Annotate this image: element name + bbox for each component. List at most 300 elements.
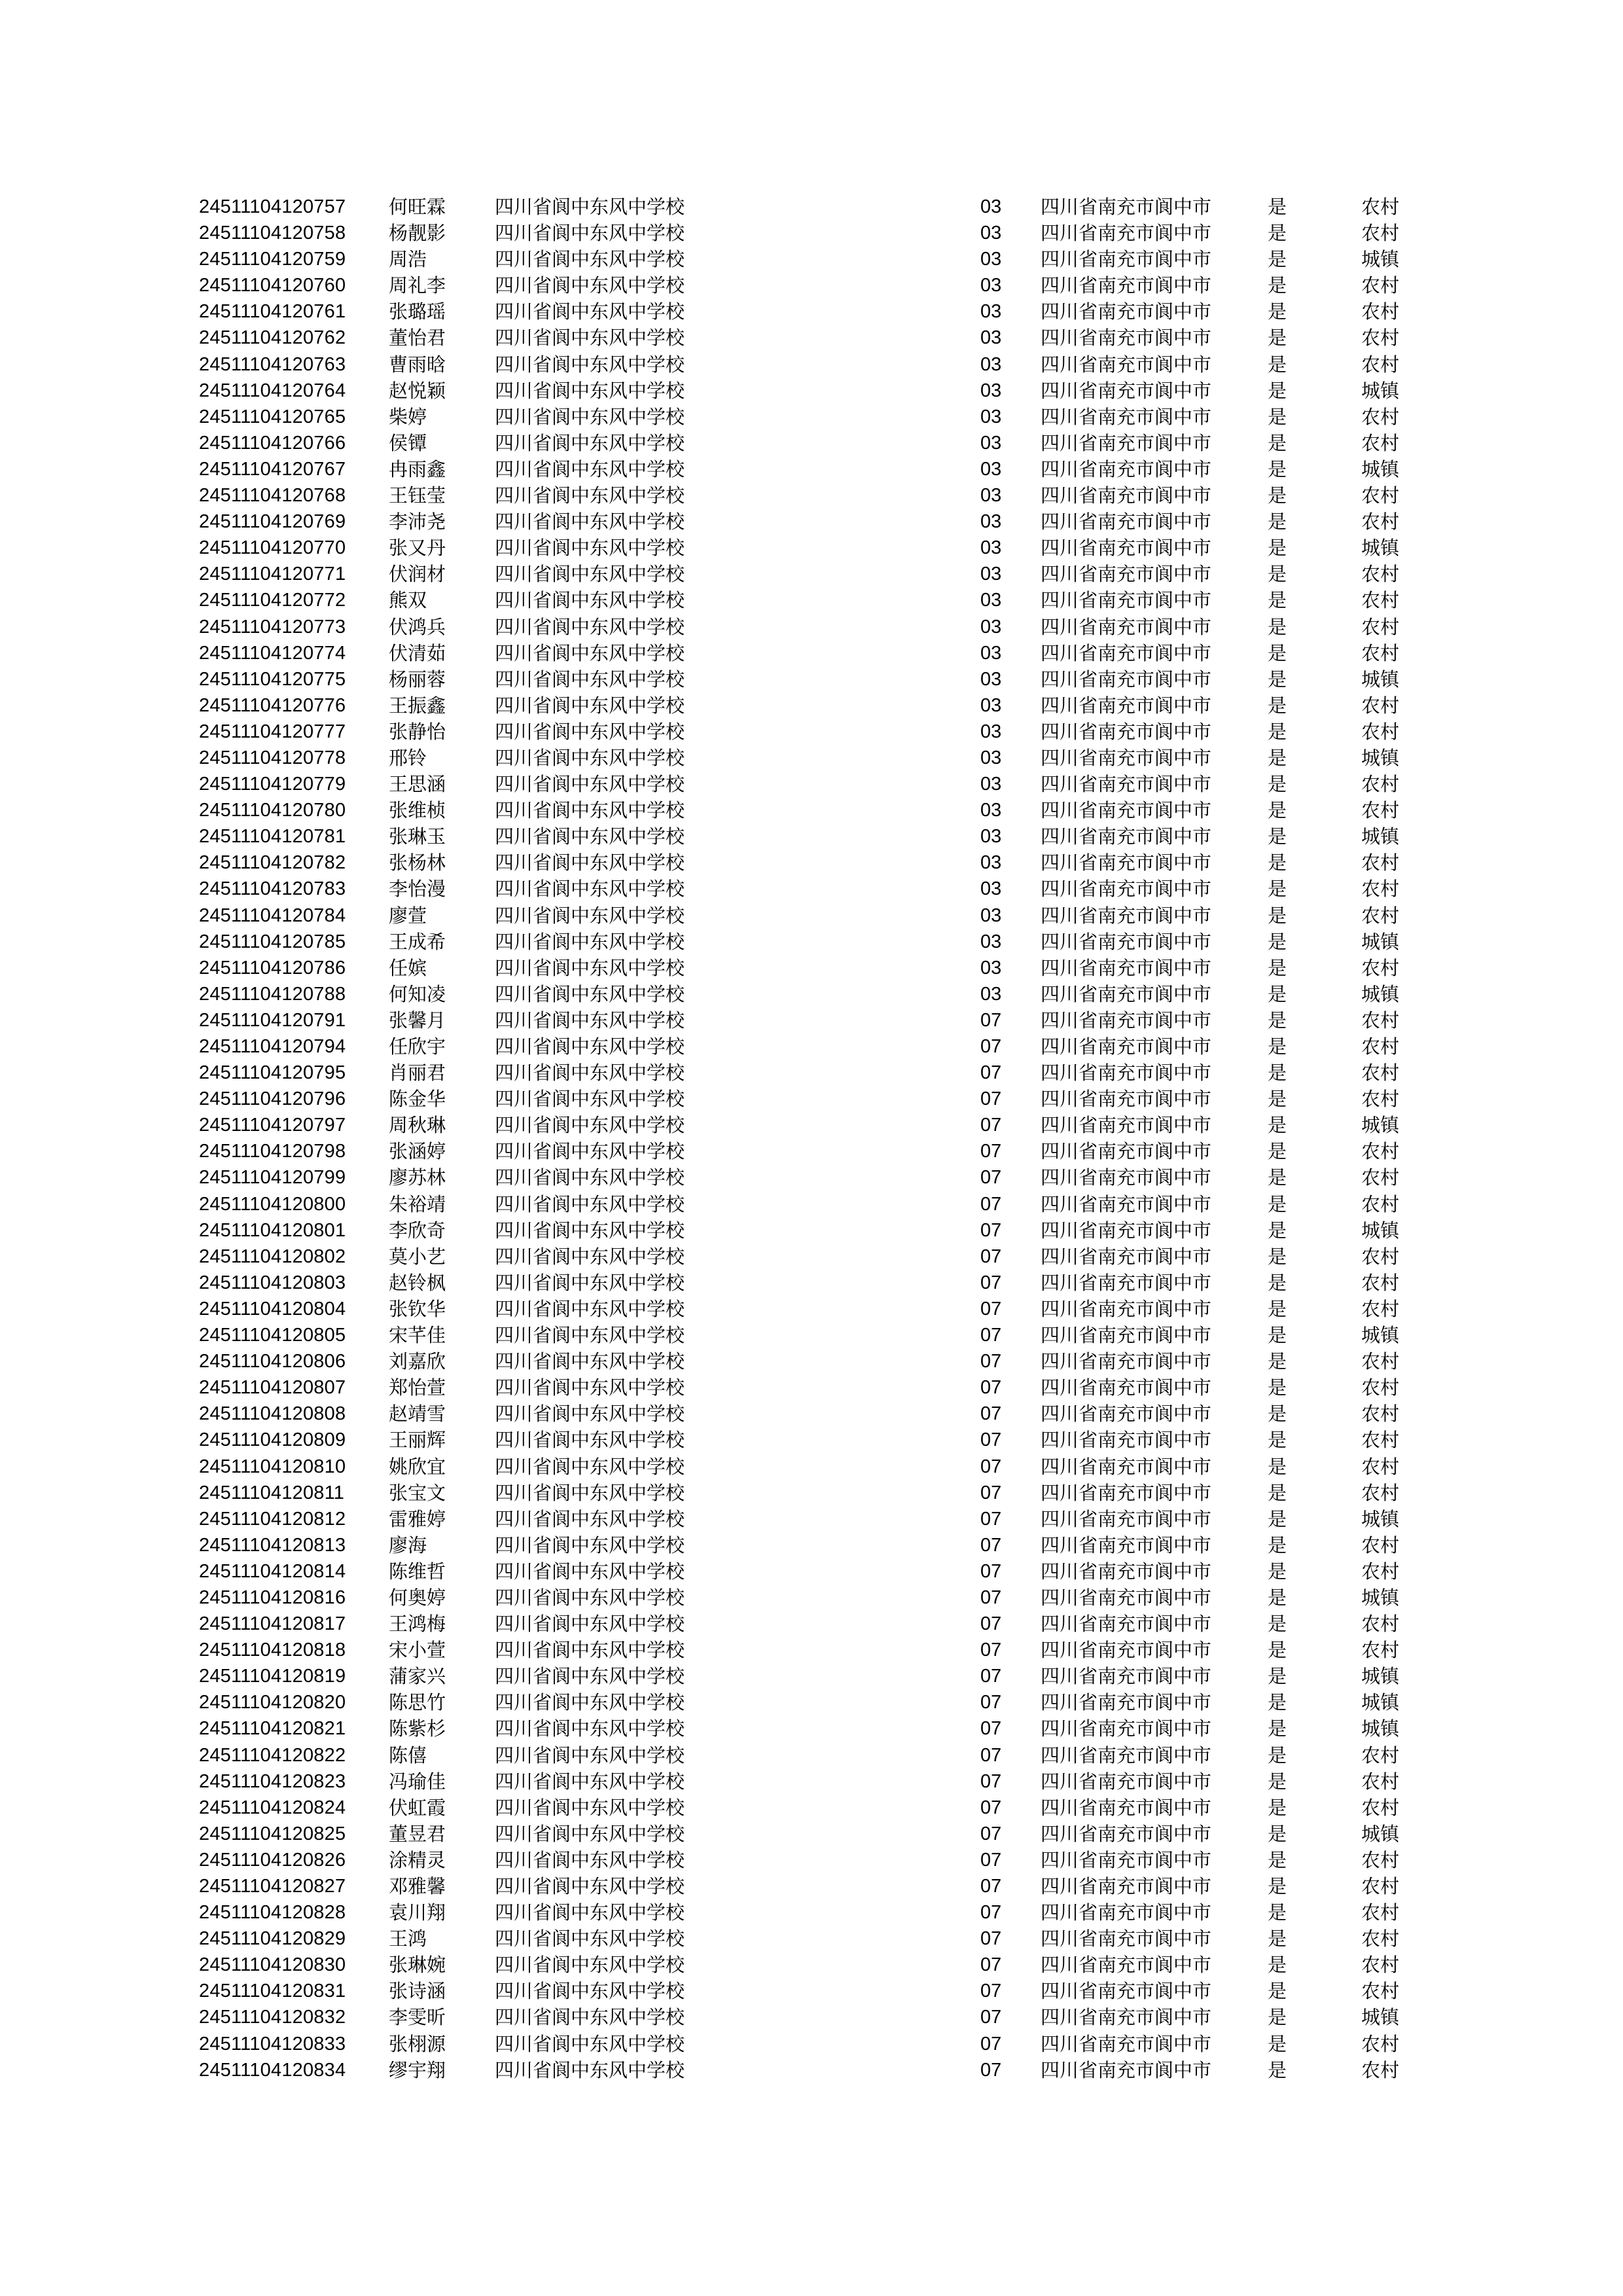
residence-type: 农村 (1361, 1271, 1400, 1294)
category-code: 07 (980, 1849, 1002, 1871)
residence-type: 城镇 (1361, 1822, 1400, 1845)
student-name: 肖丽君 (389, 1062, 446, 1085)
residence-type: 城镇 (1361, 1324, 1400, 1347)
region: 四川省南充市阆中市 (1041, 1954, 1212, 1977)
residence-type: 农村 (1361, 1009, 1400, 1031)
student-name: 赵靖雪 (389, 1403, 446, 1426)
student-name: 伏鸿兵 (389, 615, 446, 638)
region: 四川省南充市阆中市 (1041, 930, 1212, 953)
school-name: 四川省阆中东风中学校 (495, 956, 685, 979)
eligibility-flag: 是 (1268, 1271, 1287, 1294)
residence-type: 农村 (1361, 2058, 1400, 2081)
residence-type: 农村 (1361, 615, 1400, 638)
student-name: 张维桢 (389, 799, 446, 822)
student-name: 熊双 (389, 589, 427, 612)
school-name: 四川省阆中东风中学校 (495, 1062, 685, 1085)
eligibility-flag: 是 (1268, 1717, 1287, 1740)
residence-type: 农村 (1361, 852, 1400, 874)
student-name: 张杨林 (389, 852, 446, 874)
region: 四川省南充市阆中市 (1041, 1534, 1212, 1556)
student-id: 24511104120807 (199, 1377, 346, 1399)
school-name: 四川省阆中东风中学校 (495, 1219, 685, 1242)
student-name: 涂精灵 (389, 1848, 446, 1871)
region: 四川省南充市阆中市 (1041, 825, 1212, 848)
student-id: 24511104120830 (199, 1954, 346, 1976)
region: 四川省南充市阆中市 (1041, 379, 1212, 402)
student-name: 赵悦颖 (389, 379, 446, 402)
residence-type: 农村 (1361, 904, 1400, 927)
school-name: 四川省阆中东风中学校 (495, 1114, 685, 1137)
student-id: 24511104120808 (199, 1403, 346, 1425)
student-id: 24511104120765 (199, 406, 346, 427)
student-id: 24511104120774 (199, 642, 346, 664)
eligibility-flag: 是 (1268, 1114, 1287, 1137)
student-name: 周秋琳 (389, 1114, 446, 1137)
school-name: 四川省阆中东风中学校 (495, 641, 685, 664)
student-name: 陈维哲 (389, 1560, 446, 1583)
student-id: 24511104120799 (199, 1167, 346, 1189)
student-id: 24511104120767 (199, 458, 346, 480)
eligibility-flag: 是 (1268, 615, 1287, 638)
table-row (0, 1060, 1623, 1086)
residence-type: 农村 (1361, 1455, 1400, 1478)
eligibility-flag: 是 (1268, 1481, 1287, 1504)
table-row (0, 2004, 1623, 2030)
student-id: 24511104120785 (199, 931, 346, 952)
student-id: 24511104120782 (199, 852, 346, 874)
category-code: 07 (980, 1193, 1002, 1215)
school-name: 四川省阆中东风中学校 (495, 1639, 685, 1662)
student-name: 王思涵 (389, 773, 446, 796)
school-name: 四川省阆中东风中学校 (495, 1954, 685, 1977)
student-name: 张璐瑶 (389, 300, 446, 323)
region: 四川省南充市阆中市 (1041, 563, 1212, 586)
category-code: 03 (980, 747, 1002, 768)
school-name: 四川省阆中东风中学校 (495, 930, 685, 953)
eligibility-flag: 是 (1268, 1035, 1287, 1058)
region: 四川省南充市阆中市 (1041, 1928, 1212, 1950)
student-name: 李沛尧 (389, 511, 446, 533)
region: 四川省南充市阆中市 (1041, 878, 1212, 901)
student-id: 24511104120764 (199, 380, 346, 401)
student-name: 李怡漫 (389, 878, 446, 901)
region: 四川省南充市阆中市 (1041, 773, 1212, 796)
table-row (0, 1637, 1623, 1663)
region: 四川省南充市阆中市 (1041, 1455, 1212, 1478)
school-name: 四川省阆中东风中学校 (495, 1822, 685, 1845)
student-name: 陈金华 (389, 1088, 446, 1111)
residence-type: 城镇 (1361, 825, 1400, 848)
school-name: 四川省阆中东风中学校 (495, 405, 685, 428)
school-name: 四川省阆中东风中学校 (495, 1376, 685, 1399)
school-name: 四川省阆中东风中学校 (495, 904, 685, 927)
region: 四川省南充市阆中市 (1041, 484, 1212, 507)
school-name: 四川省阆中东风中学校 (495, 773, 685, 796)
table-row (0, 1480, 1623, 1506)
table-row (0, 456, 1623, 482)
school-name: 四川省阆中东风中学校 (495, 1455, 685, 1478)
category-code: 03 (980, 668, 1002, 690)
table-row (0, 1427, 1623, 1453)
region: 四川省南充市阆中市 (1041, 2006, 1212, 2029)
table-row (0, 1873, 1623, 1899)
eligibility-flag: 是 (1268, 825, 1287, 848)
school-name: 四川省阆中东风中学校 (495, 511, 685, 533)
category-code: 07 (980, 1482, 1002, 1503)
eligibility-flag: 是 (1268, 1376, 1287, 1399)
table-row (0, 1715, 1623, 1742)
residence-type: 城镇 (1361, 457, 1400, 480)
category-code: 07 (980, 2059, 1002, 2081)
region: 四川省南充市阆中市 (1041, 2032, 1212, 2055)
region: 四川省南充市阆中市 (1041, 1219, 1212, 1242)
student-id: 24511104120758 (199, 223, 346, 244)
student-name: 王鸿 (389, 1928, 427, 1950)
school-name: 四川省阆中东风中学校 (495, 1534, 685, 1556)
category-code: 07 (980, 1429, 1002, 1451)
student-id: 24511104120777 (199, 721, 346, 742)
student-id: 24511104120783 (199, 878, 346, 900)
school-name: 四川省阆中东风中学校 (495, 353, 685, 376)
table-row (0, 981, 1623, 1007)
school-name: 四川省阆中东风中学校 (495, 1691, 685, 1714)
table-row (0, 797, 1623, 823)
eligibility-flag: 是 (1268, 222, 1287, 245)
category-code: 03 (980, 616, 1002, 637)
eligibility-flag: 是 (1268, 1350, 1287, 1373)
student-id: 24511104120766 (199, 432, 346, 454)
table-row (0, 2057, 1623, 2083)
student-name: 陈思竹 (389, 1691, 446, 1714)
category-code: 07 (980, 1141, 1002, 1162)
residence-type: 农村 (1361, 799, 1400, 822)
category-code: 07 (980, 1456, 1002, 1477)
region: 四川省南充市阆中市 (1041, 1717, 1212, 1740)
category-code: 03 (980, 432, 1002, 454)
student-id: 24511104120821 (199, 1718, 346, 1740)
category-code: 07 (980, 1062, 1002, 1084)
category-code: 03 (980, 774, 1002, 795)
region: 四川省南充市阆中市 (1041, 2058, 1212, 2081)
school-name: 四川省阆中东风中学校 (495, 327, 685, 350)
region: 四川省南充市阆中市 (1041, 852, 1212, 874)
region: 四川省南充市阆中市 (1041, 1193, 1212, 1215)
student-id: 24511104120757 (199, 196, 346, 217)
student-id: 24511104120834 (199, 2059, 346, 2081)
student-id: 24511104120801 (199, 1219, 346, 1241)
table-row (0, 246, 1623, 272)
table-row (0, 1821, 1623, 1847)
residence-type: 城镇 (1361, 982, 1400, 1005)
student-id: 24511104120806 (199, 1351, 346, 1372)
region: 四川省南充市阆中市 (1041, 1980, 1212, 2003)
table-row (0, 1164, 1623, 1191)
eligibility-flag: 是 (1268, 904, 1287, 927)
table-row (0, 1138, 1623, 1164)
student-name: 伏润材 (389, 563, 446, 586)
region: 四川省南充市阆中市 (1041, 1429, 1212, 1452)
school-name: 四川省阆中东风中学校 (495, 484, 685, 507)
eligibility-flag: 是 (1268, 1770, 1287, 1793)
school-name: 四川省阆中东风中学校 (495, 1586, 685, 1609)
region: 四川省南充市阆中市 (1041, 511, 1212, 533)
residence-type: 农村 (1361, 1796, 1400, 1819)
residence-type: 城镇 (1361, 1507, 1400, 1530)
student-id: 24511104120831 (199, 1981, 346, 2002)
table-row (0, 1401, 1623, 1427)
student-id: 24511104120779 (199, 774, 346, 795)
student-id: 24511104120797 (199, 1115, 346, 1136)
student-id: 24511104120775 (199, 668, 346, 690)
region: 四川省南充市阆中市 (1041, 1560, 1212, 1583)
table-row (0, 194, 1623, 220)
table-row (0, 1244, 1623, 1270)
eligibility-flag: 是 (1268, 1297, 1287, 1320)
residence-type: 农村 (1361, 405, 1400, 428)
student-id: 24511104120791 (199, 1009, 346, 1031)
student-name: 董怡君 (389, 327, 446, 350)
region: 四川省南充市阆中市 (1041, 1350, 1212, 1373)
residence-type: 农村 (1361, 1875, 1400, 1897)
residence-type: 农村 (1361, 1140, 1400, 1163)
eligibility-flag: 是 (1268, 1455, 1287, 1478)
school-name: 四川省阆中东风中学校 (495, 1088, 685, 1111)
eligibility-flag: 是 (1268, 379, 1287, 402)
school-name: 四川省阆中东风中学校 (495, 589, 685, 612)
residence-type: 农村 (1361, 878, 1400, 901)
residence-type: 城镇 (1361, 1717, 1400, 1740)
category-code: 07 (980, 1587, 1002, 1608)
student-id: 24511104120795 (199, 1062, 346, 1084)
category-code: 07 (980, 1272, 1002, 1293)
school-name: 四川省阆中东风中学校 (495, 563, 685, 586)
student-id: 24511104120820 (199, 1692, 346, 1713)
residence-type: 城镇 (1361, 379, 1400, 402)
table-row (0, 1847, 1623, 1873)
school-name: 四川省阆中东风中学校 (495, 615, 685, 638)
category-code: 03 (980, 721, 1002, 742)
region: 四川省南充市阆中市 (1041, 274, 1212, 297)
category-code: 03 (980, 694, 1002, 716)
table-row (0, 1585, 1623, 1611)
category-code: 07 (980, 1246, 1002, 1267)
category-code: 07 (980, 2033, 1002, 2054)
student-id: 24511104120768 (199, 485, 346, 507)
student-id: 24511104120802 (199, 1246, 346, 1267)
category-code: 03 (980, 485, 1002, 507)
student-id: 24511104120826 (199, 1849, 346, 1871)
eligibility-flag: 是 (1268, 1796, 1287, 1819)
residence-type: 农村 (1361, 327, 1400, 350)
residence-type: 农村 (1361, 1429, 1400, 1452)
student-name: 张琳玉 (389, 825, 446, 848)
residence-type: 农村 (1361, 1744, 1400, 1767)
table-row (0, 1007, 1623, 1033)
table-row (0, 850, 1623, 876)
residence-type: 农村 (1361, 222, 1400, 245)
region: 四川省南充市阆中市 (1041, 1271, 1212, 1294)
student-name: 莫小艺 (389, 1245, 446, 1268)
table-row (0, 1454, 1623, 1480)
residence-type: 农村 (1361, 2032, 1400, 2055)
category-code: 07 (980, 1928, 1002, 1950)
eligibility-flag: 是 (1268, 1875, 1287, 1897)
residence-type: 农村 (1361, 1403, 1400, 1426)
eligibility-flag: 是 (1268, 773, 1287, 796)
eligibility-flag: 是 (1268, 484, 1287, 507)
category-code: 07 (980, 1876, 1002, 1897)
student-id: 24511104120778 (199, 747, 346, 768)
student-id: 24511104120828 (199, 1902, 346, 1924)
student-name: 冯瑜佳 (389, 1770, 446, 1793)
eligibility-flag: 是 (1268, 1429, 1287, 1452)
eligibility-flag: 是 (1268, 248, 1287, 271)
region: 四川省南充市阆中市 (1041, 1114, 1212, 1137)
student-id: 24511104120822 (199, 1744, 346, 1766)
residence-type: 农村 (1361, 1193, 1400, 1215)
student-name: 何知凌 (389, 982, 446, 1005)
table-row (0, 903, 1623, 929)
region: 四川省南充市阆中市 (1041, 1848, 1212, 1871)
region: 四川省南充市阆中市 (1041, 457, 1212, 480)
region: 四川省南充市阆中市 (1041, 1770, 1212, 1793)
table-row (0, 955, 1623, 981)
student-name: 王振鑫 (389, 694, 446, 717)
table-row (0, 509, 1623, 535)
residence-type: 农村 (1361, 720, 1400, 743)
category-code: 07 (980, 1036, 1002, 1057)
table-row (0, 298, 1623, 325)
region: 四川省南充市阆中市 (1041, 1062, 1212, 1085)
student-id: 24511104120817 (199, 1613, 346, 1635)
region: 四川省南充市阆中市 (1041, 1665, 1212, 1688)
school-name: 四川省阆中东风中学校 (495, 1507, 685, 1530)
school-name: 四川省阆中东风中学校 (495, 1928, 685, 1950)
eligibility-flag: 是 (1268, 1613, 1287, 1636)
category-code: 07 (980, 1009, 1002, 1031)
region: 四川省南充市阆中市 (1041, 1586, 1212, 1609)
table-row (0, 1374, 1623, 1401)
student-name: 郑怡萱 (389, 1376, 446, 1399)
eligibility-flag: 是 (1268, 746, 1287, 769)
residence-type: 农村 (1361, 1166, 1400, 1189)
region: 四川省南充市阆中市 (1041, 904, 1212, 927)
student-id: 24511104120819 (199, 1666, 346, 1687)
school-name: 四川省阆中东风中学校 (495, 1875, 685, 1897)
category-code: 03 (980, 564, 1002, 585)
student-name: 邢铃 (389, 746, 427, 769)
category-code: 07 (980, 1115, 1002, 1136)
residence-type: 农村 (1361, 563, 1400, 586)
category-code: 03 (980, 878, 1002, 900)
eligibility-flag: 是 (1268, 1219, 1287, 1242)
eligibility-flag: 是 (1268, 1088, 1287, 1111)
eligibility-flag: 是 (1268, 457, 1287, 480)
region: 四川省南充市阆中市 (1041, 1140, 1212, 1163)
school-name: 四川省阆中东风中学校 (495, 1193, 685, 1215)
residence-type: 城镇 (1361, 930, 1400, 953)
residence-type: 农村 (1361, 1613, 1400, 1636)
region: 四川省南充市阆中市 (1041, 799, 1212, 822)
school-name: 四川省阆中东风中学校 (495, 1901, 685, 1924)
school-name: 四川省阆中东风中学校 (495, 222, 685, 245)
student-name: 赵铃枫 (389, 1271, 446, 1294)
table-row (0, 1033, 1623, 1060)
residence-type: 农村 (1361, 1848, 1400, 1871)
student-name: 张静怡 (389, 720, 446, 743)
eligibility-flag: 是 (1268, 1928, 1287, 1950)
category-code: 07 (980, 1902, 1002, 1924)
residence-type: 农村 (1361, 641, 1400, 664)
student-id: 24511104120784 (199, 905, 346, 926)
student-id: 24511104120763 (199, 353, 346, 375)
eligibility-flag: 是 (1268, 563, 1287, 586)
residence-type: 城镇 (1361, 668, 1400, 691)
region: 四川省南充市阆中市 (1041, 720, 1212, 743)
student-name: 王鸿梅 (389, 1613, 446, 1636)
school-name: 四川省阆中东风中学校 (495, 1980, 685, 2003)
school-name: 四川省阆中东风中学校 (495, 2006, 685, 2029)
school-name: 四川省阆中东风中学校 (495, 431, 685, 454)
student-name: 何奥婷 (389, 1586, 446, 1609)
eligibility-flag: 是 (1268, 641, 1287, 664)
student-name: 廖海 (389, 1534, 427, 1556)
school-name: 四川省阆中东风中学校 (495, 1717, 685, 1740)
student-id: 24511104120770 (199, 537, 346, 559)
category-code: 07 (980, 1219, 1002, 1241)
school-name: 四川省阆中东风中学校 (495, 1403, 685, 1426)
school-name: 四川省阆中东风中学校 (495, 248, 685, 271)
category-code: 03 (980, 406, 1002, 427)
school-name: 四川省阆中东风中学校 (495, 1297, 685, 1320)
student-id: 24511104120776 (199, 694, 346, 716)
student-name: 杨丽蓉 (389, 668, 446, 691)
eligibility-flag: 是 (1268, 2032, 1287, 2055)
residence-type: 农村 (1361, 694, 1400, 717)
eligibility-flag: 是 (1268, 930, 1287, 953)
table-row (0, 561, 1623, 587)
category-code: 03 (980, 511, 1002, 533)
table-row (0, 1611, 1623, 1637)
category-code: 07 (980, 1718, 1002, 1740)
school-name: 四川省阆中东风中学校 (495, 799, 685, 822)
table-row (0, 1191, 1623, 1217)
eligibility-flag: 是 (1268, 982, 1287, 1005)
residence-type: 农村 (1361, 1928, 1400, 1950)
table-row (0, 1112, 1623, 1138)
student-id: 24511104120780 (199, 800, 346, 821)
school-name: 四川省阆中东风中学校 (495, 1770, 685, 1793)
student-name: 蒲家兴 (389, 1665, 446, 1688)
residence-type: 城镇 (1361, 746, 1400, 769)
category-code: 03 (980, 380, 1002, 401)
region: 四川省南充市阆中市 (1041, 694, 1212, 717)
student-id: 24511104120804 (199, 1298, 346, 1319)
table-row (0, 325, 1623, 351)
school-name: 四川省阆中东风中学校 (495, 1481, 685, 1504)
student-id: 24511104120811 (199, 1482, 345, 1503)
school-name: 四川省阆中东风中学校 (495, 1271, 685, 1294)
student-id: 24511104120781 (199, 826, 346, 848)
student-id: 24511104120798 (199, 1141, 346, 1162)
category-code: 03 (980, 983, 1002, 1005)
student-name: 宋小萱 (389, 1639, 446, 1662)
school-name: 四川省阆中东风中学校 (495, 878, 685, 901)
category-code: 03 (980, 327, 1002, 349)
student-name: 张钦华 (389, 1297, 446, 1320)
eligibility-flag: 是 (1268, 720, 1287, 743)
student-id: 24511104120816 (199, 1587, 346, 1608)
